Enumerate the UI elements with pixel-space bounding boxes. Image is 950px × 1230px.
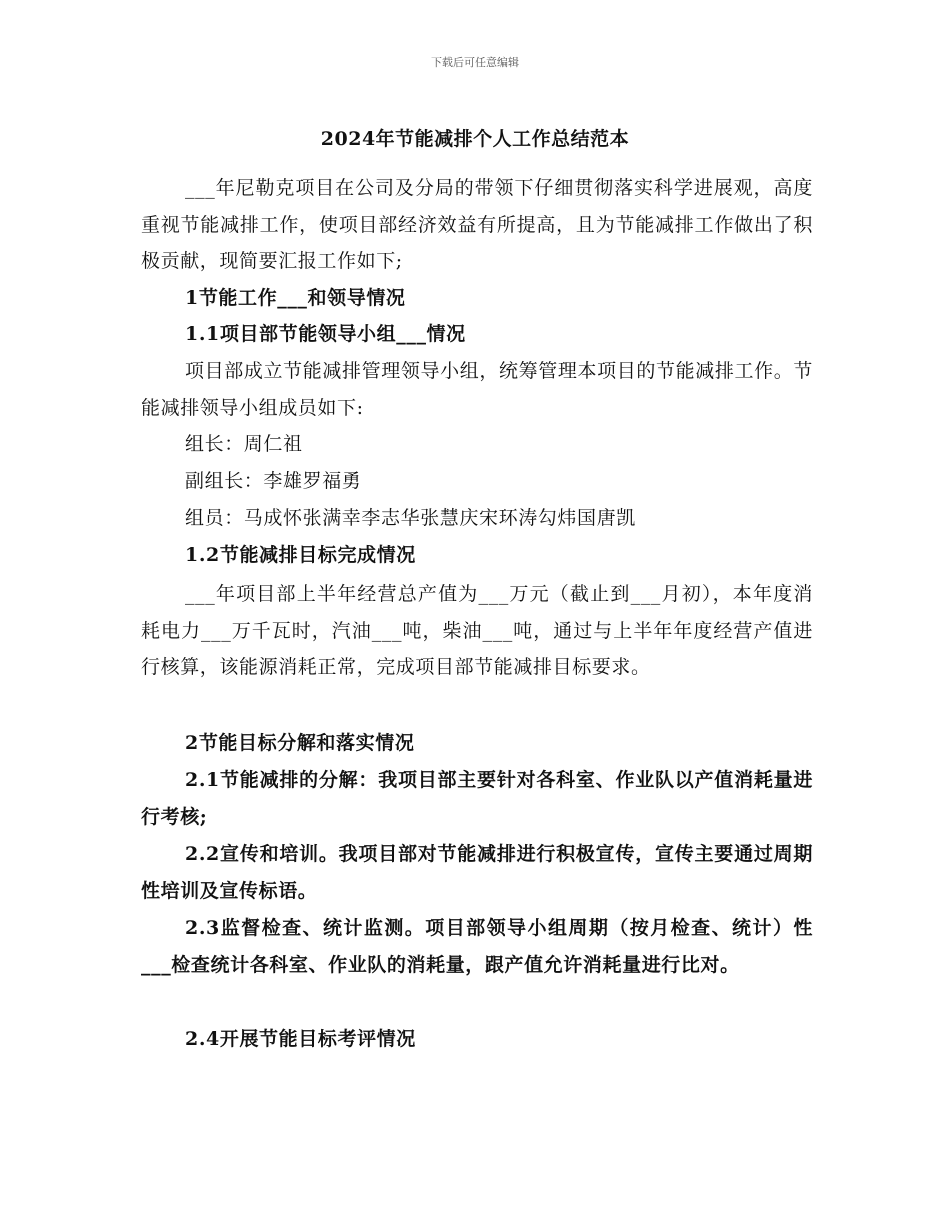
document-title: 2024年节能减排个人工作总结范本 (320, 128, 630, 150)
deputy-leaders-line: 副组长：李雄罗福勇 (185, 470, 362, 492)
section-2-2-paragraph: 2.2宣传和培训。我项目部对节能减排进行积极宣传，宣传主要通过周期性培训及宣传标语。 (141, 843, 813, 902)
intro-paragraph: ___年尼勒克项目在公司及分局的带领下仔细贯彻落实科学进展观，高度重视节能减排工作，使项目部经济效益有所提高，且为节能减排工作做出了积极贡献，现简要汇报工作如下; (141, 177, 813, 272)
section-2-heading: 2节能目标分解和落实情况 (185, 732, 415, 754)
leader-line: 组长：周仁祖 (185, 433, 303, 455)
section-2-4-heading: 2.4开展节能目标考评情况 (185, 1028, 416, 1050)
members-line: 组员：马成怀张满幸李志华张慧庆宋环涛勾炜国唐凯 (185, 507, 636, 529)
section-1-2-heading: 1.2节能减排目标完成情况 (185, 544, 416, 566)
header-note: 下载后可任意编辑 (431, 56, 519, 69)
section-1-1-heading: 1.1项目部节能领导小组___情况 (185, 323, 466, 345)
section-1-heading: 1节能工作___和领导情况 (185, 287, 406, 309)
section-2-3-paragraph: 2.3监督检查、统计监测。项目部领导小组周期（按月检查、统计）性___检查统计各科室、作业队的消耗量，跟产值允许消耗量进行比对。 (141, 917, 813, 976)
section-1-1-body: 项目部成立节能减排管理领导小组，统筹管理本项目的节能减排工作。节能减排领导小组成员如下: (141, 360, 813, 419)
section-1-2-body: ___年项目部上半年经营总产值为___万元（截止到___月初），本年度消耗电力___万千瓦时，汽油___吨，柴油___吨，通过与上半年年度经营产值进行核算，该能源消耗正常，完成项目部节能减排目标要求。 (141, 583, 813, 678)
section-2-1-paragraph: 2.1节能减排的分解：我项目部主要针对各科室、作业队以产值消耗量进行考核; (141, 769, 813, 828)
